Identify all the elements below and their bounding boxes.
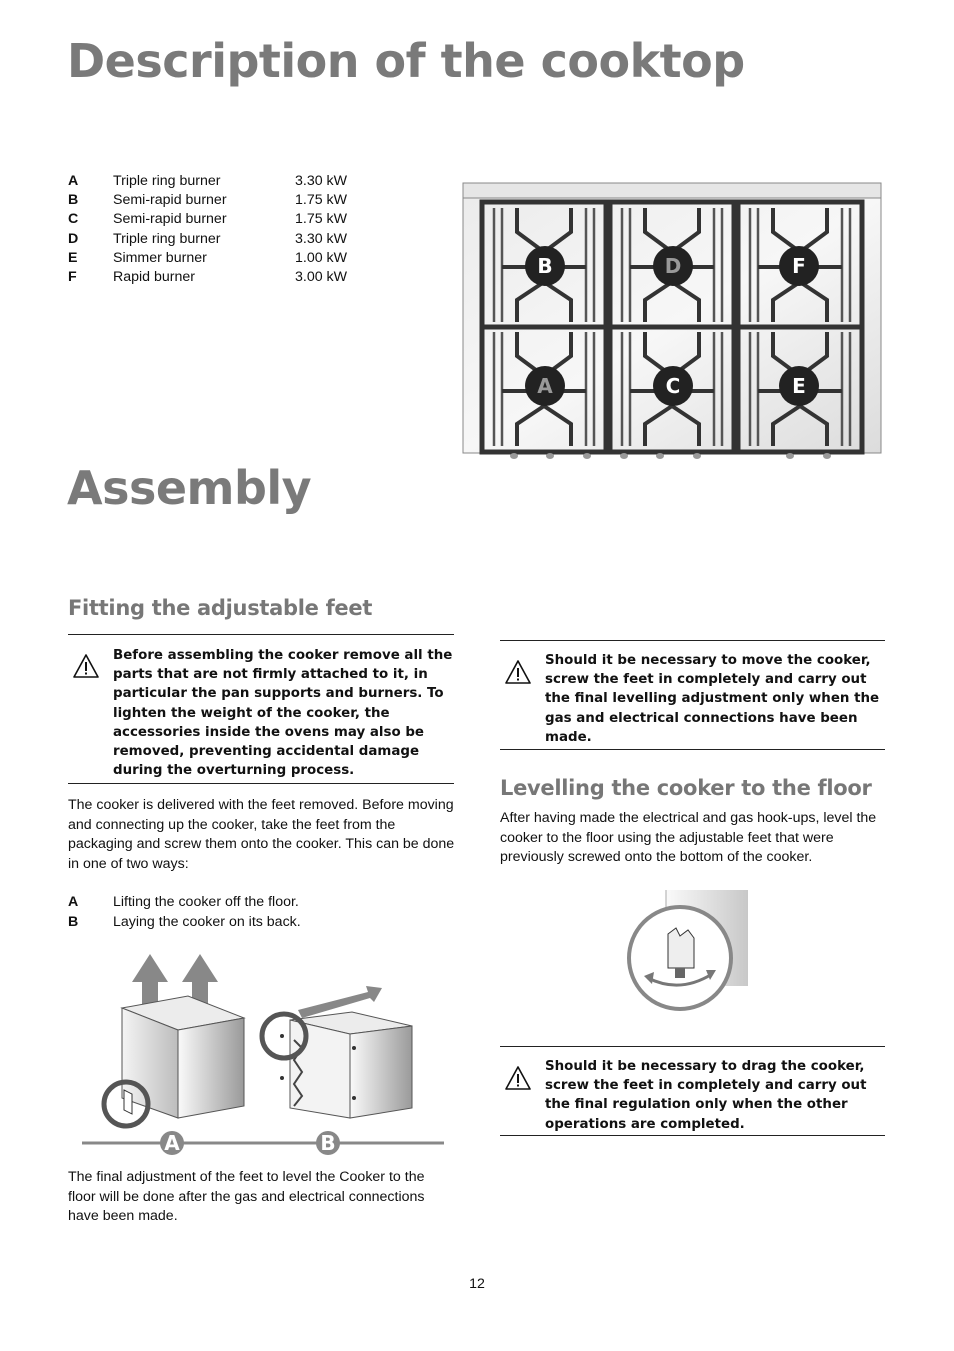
feet-illustration — [78, 948, 448, 1158]
burner-power: 1.00 kW — [295, 249, 348, 266]
levelling-text: After having made the electrical and gas hook-ups, level the cooker to the floor using the adjustable feet that were previously screwed onto the bottom of the cooker. — [500, 810, 877, 865]
levelling-heading: Levelling the cooker to the floor — [500, 776, 872, 800]
burner-name: Semi-rapid burner — [113, 192, 227, 209]
page-number: 12 — [469, 1276, 485, 1292]
burner-name: Simmer burner — [113, 249, 207, 266]
table-row — [68, 269, 347, 288]
cooktop-label-b: B — [537, 254, 553, 278]
fitting-heading: Fitting the adjustable feet — [68, 596, 373, 620]
burner-power: 1.75 kW — [295, 192, 348, 209]
burner-power: 1.75 kW — [295, 211, 348, 228]
list-item: B Laying the cooker on its back. — [68, 913, 301, 930]
burner-name: Rapid burner — [113, 268, 196, 285]
page-title: Description of the cooktop — [67, 34, 745, 88]
burner-table — [68, 173, 347, 288]
table-row — [68, 211, 347, 230]
burner-key: A — [68, 173, 79, 189]
cooktop-label-f: F — [792, 254, 806, 278]
assembly-title: Assembly — [67, 461, 312, 515]
burner-key: D — [68, 230, 79, 247]
ways-list — [68, 893, 301, 932]
burner-power: 3.00 kW — [295, 268, 348, 285]
warning-icon — [504, 659, 532, 685]
table-row — [68, 173, 347, 192]
move-warning-text: Should it be necessary to move the cooker, screw the feet in completely and carry out the final levelling adjustment only when the gas and electrical connections have been made. — [545, 653, 880, 745]
table-row — [68, 250, 347, 269]
cooktop-label-a: A — [537, 374, 553, 398]
move-warning — [500, 640, 885, 750]
cooktop-label-e: E — [792, 374, 806, 398]
drag-warning-text: Should it be necessary to drag the cooker, screw the feet in completely and carry out the final regulation only when the other operations are completed. — [545, 1059, 867, 1132]
burner-key: F — [68, 268, 77, 285]
fitting-warning-text: Before assembling the cooker remove all the parts that are not firmly attached to it, in particular the pan supports and burners. To lighten the weight of the cooker, the accessories inside the ovens may also be removed, preventing accidental damage during the overturning process. — [113, 648, 453, 779]
figure-label-b: B — [320, 1131, 336, 1155]
fitting-warning — [68, 634, 454, 784]
levelling-illustration — [624, 890, 750, 1014]
cooktop-label-c: C — [665, 374, 681, 398]
burner-key: C — [68, 211, 79, 228]
burner-name: Semi-rapid burner — [113, 211, 227, 228]
fitting-final: The final adjustment of the feet to level the Cooker to the floor will be done after the gas and electrical connections have been made. — [68, 1169, 425, 1224]
table-row — [68, 231, 347, 250]
warning-icon — [72, 653, 100, 679]
list-item: A Lifting the cooker off the floor. — [68, 894, 299, 910]
burner-power: 3.30 kW — [295, 230, 348, 247]
table-row — [68, 192, 347, 211]
cooktop-label-d: D — [664, 254, 682, 278]
burner-key: E — [68, 249, 78, 266]
figure-label-a: A — [164, 1131, 180, 1155]
burner-name: Triple ring burner — [113, 230, 221, 247]
burner-key: B — [68, 192, 79, 209]
warning-icon — [504, 1065, 532, 1091]
burner-power: 3.30 kW — [295, 173, 348, 189]
cooktop-diagram — [462, 182, 882, 464]
burner-name: Triple ring burner — [113, 173, 221, 189]
fitting-intro: The cooker is delivered with the feet removed. Before moving and connecting up the cooker, take the feet from the packaging and screw them onto the cooker. This can be done in one of two ways: — [68, 797, 455, 872]
drag-warning — [500, 1046, 885, 1136]
